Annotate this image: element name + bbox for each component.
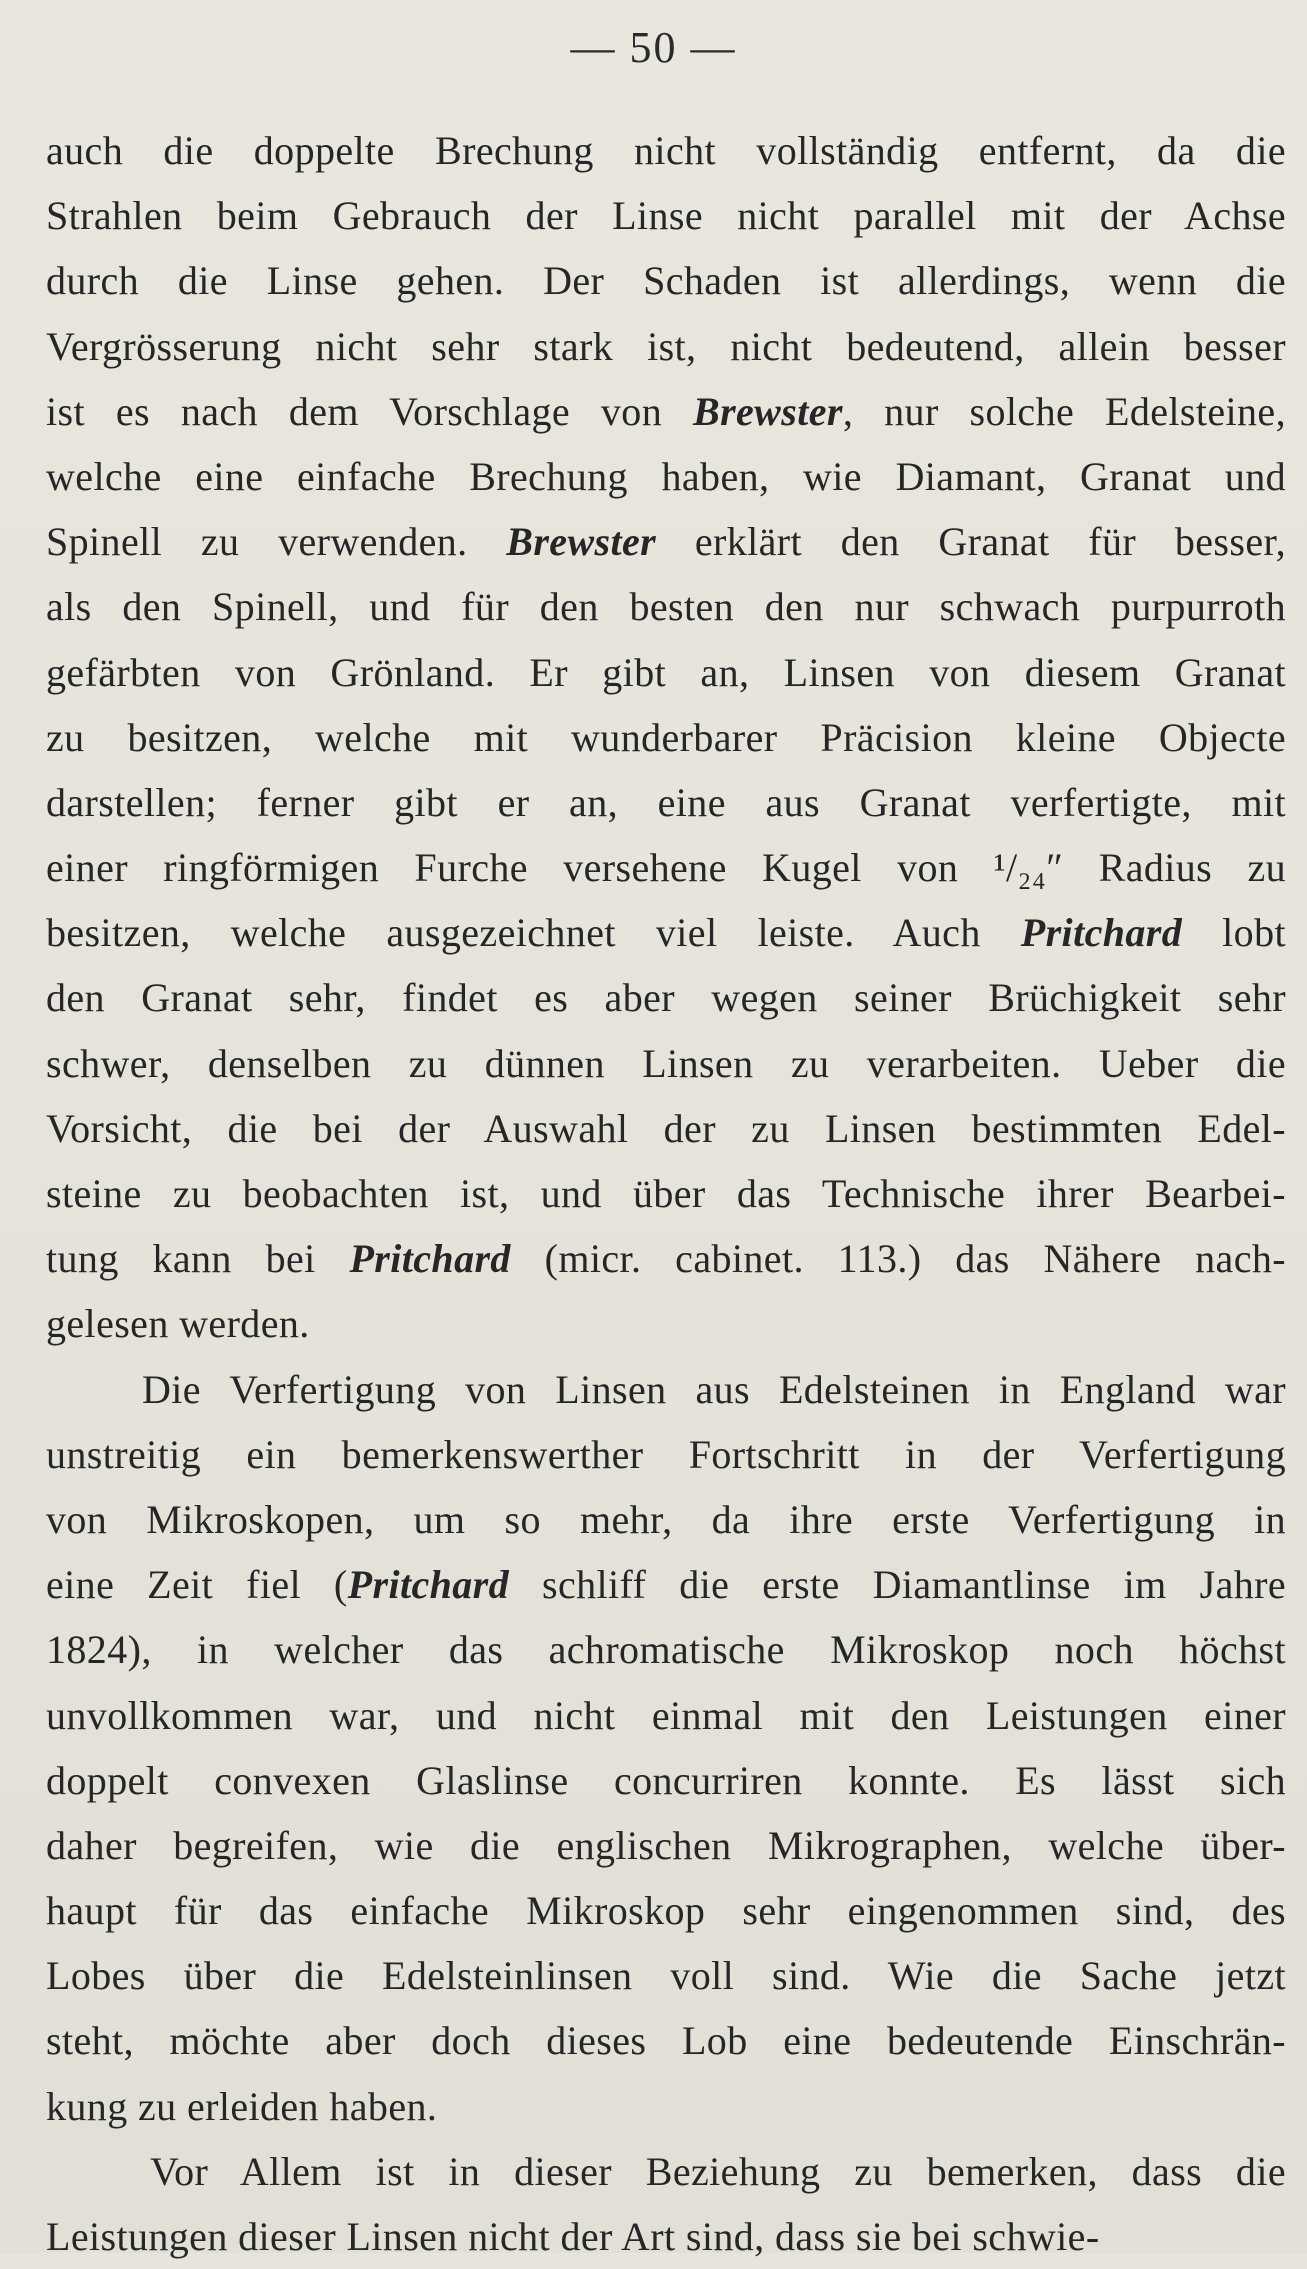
author-name: Pritchard [347,1562,510,1608]
text-segment: Vergrösserung nicht sehr stark ist, nicht bedeutend, allein besser [46,323,1286,369]
text-segment: lobt [1182,910,1286,956]
text-line [46,2204,1286,2269]
text-line [46,1878,1286,1943]
text-line [46,2139,1286,2204]
text-segment: Die Verfertigung von Linsen aus Edelsteinen in England war [142,1366,1286,1412]
text-line [46,509,1286,574]
text-line [46,835,1286,900]
paragraph [46,118,1286,1357]
author-name: Brewster [692,388,843,434]
text-segment: darstellen; ferner gibt er an, eine aus Granat verfertigte, mit [46,779,1286,825]
text-line [46,314,1286,379]
text-segment: Vor Allem ist in dieser Beziehung zu bemerken, dass die [150,2148,1286,2194]
text-segment: schliff die erste Diamantlinse im Jahre [509,1562,1286,1608]
text-line [46,118,1286,183]
author-name: Pritchard [1020,910,1183,956]
text-segment: Lobes über die Edelsteinlinsen voll sind. Wie die Sache jetzt [46,1953,1286,1999]
text-segment: eine Zeit fiel ( [46,1562,348,1608]
text-segment: daher begreifen, wie die englischen Mikrographen, welche über- [46,1822,1286,1868]
text-segment: tung kann bei [46,1236,350,1282]
text-segment: haupt für das einfache Mikroskop sehr eingenommen sind, des [46,1888,1286,1934]
text-segment: welche eine einfache Brechung haben, wie Diamant, Granat und [46,453,1286,499]
text-line [46,379,1286,444]
text-segment: doppelt convexen Glaslinse concurriren konnte. Es lässt sich [46,1757,1286,1803]
text-line [46,900,1286,965]
text-segment: schwer, denselben zu dünnen Linsen zu verarbeiten. Ueber die [46,1040,1286,1086]
text-segment: Leistungen dieser Linsen nicht der Art sind, dass sie bei schwie- [46,2214,1100,2259]
text-line [46,1683,1286,1748]
text-line [46,1617,1286,1682]
text-line [46,2074,1286,2139]
text-segment: steine zu beobachten ist, und über das Technische ihrer Bearbei- [46,1171,1286,1216]
page-number: — 50 — [570,23,737,72]
text-segment: den Granat sehr, findet es aber wegen seiner Brüchigkeit sehr [46,975,1286,1021]
text-segment: steht, möchte aber doch dieses Lob eine bedeutende Einschrän- [46,2018,1286,2064]
author-name: Pritchard [349,1236,511,1282]
text-line [46,705,1286,770]
text-line [46,1748,1286,1813]
paragraph [46,1357,1286,2139]
text-segment: 1824), in welcher das achromatische Mikroskop noch höchst [46,1627,1286,1673]
text-segment: kung zu erleiden haben. [46,2083,438,2129]
text-line [46,1161,1286,1226]
text-line [46,183,1286,248]
text-segment: unvollkommen war, und nicht einmal mit den Leistungen einer [46,1692,1286,1738]
text-line [46,1487,1286,1552]
text-segment: zu besitzen, welche mit wunderbarer Präcision kleine Objecte [46,714,1286,760]
text-segment: Vorsicht, die bei der Auswahl der zu Linsen bestimmten Edel- [46,1105,1286,1151]
text-line [46,1813,1286,1878]
text-line [46,1943,1286,2008]
text-segment: auch die doppelte Brechung nicht vollständig entfernt, da die [46,128,1286,173]
text-line [46,1357,1286,1422]
text-line [46,640,1286,705]
text-segment: erklärt den Granat für besser, [656,519,1286,565]
text-segment: Strahlen beim Gebrauch der Linse nicht parallel mit der Achse [46,193,1286,239]
text-segment: gefärbten von Grönland. Er gibt an, Linsen von diesem Granat [46,649,1286,695]
author-name: Brewster [506,519,657,565]
text-segment: , nur solche Edelsteine, [842,388,1286,434]
text-segment: (micr. cabinet. 113.) das Nähere nach- [510,1236,1286,1282]
text-line [46,574,1286,639]
text-line [46,1096,1286,1161]
text-line [46,2008,1286,2073]
text-line [46,1031,1286,1096]
body-text [46,118,1286,2269]
text-segment: von Mikroskopen, um so mehr, da ihre erste Verfertigung in [46,1496,1286,1542]
text-segment: gelesen werden. [46,1301,310,1347]
text-segment: unstreitig ein bemerkenswerther Fortschritt in der Verfertigung [46,1431,1286,1477]
text-segment: durch die Linse gehen. Der Schaden ist allerdings, wenn die [46,258,1286,304]
text-line [46,1226,1286,1291]
text-segment: besitzen, welche ausgezeichnet viel leiste. Auch [46,910,1021,956]
text-line [46,770,1286,835]
text-line [46,248,1286,313]
text-line [46,965,1286,1030]
text-line [46,1422,1286,1487]
text-line [46,1552,1286,1617]
text-segment: einer ringförmigen Furche versehene Kugel von ¹/₂₄″ Radius zu [46,845,1286,891]
text-segment: Spinell zu verwenden. [46,519,507,565]
text-line [46,444,1286,509]
text-segment: als den Spinell, und für den besten den nur schwach purpurroth [46,584,1286,630]
text-line [46,1291,1286,1356]
text-segment: ist es nach dem Vorschlage von [46,388,693,434]
paragraph [46,2139,1286,2269]
